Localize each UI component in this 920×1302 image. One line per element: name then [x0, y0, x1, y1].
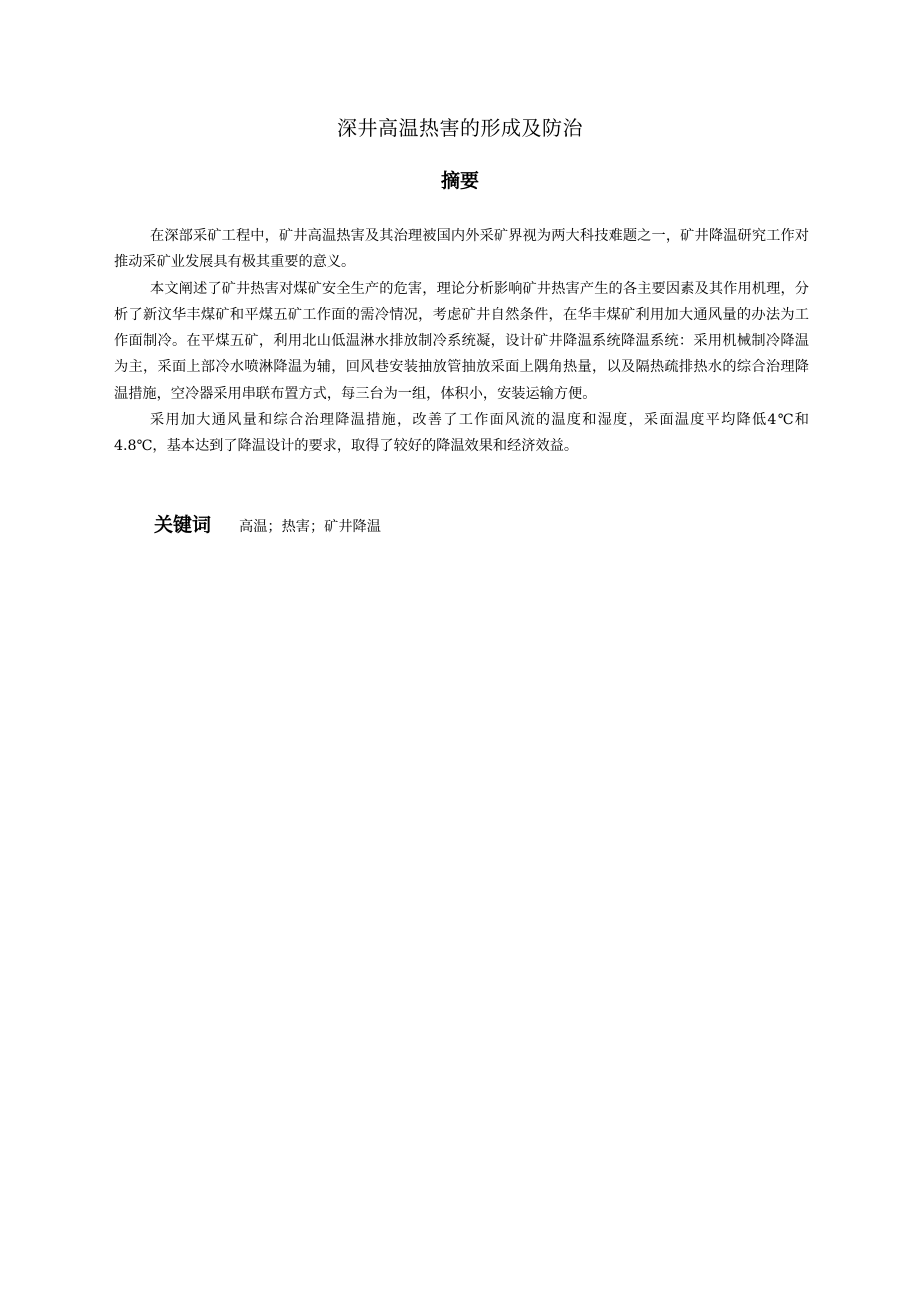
- document-title: 深井高温热害的形成及防治: [337, 116, 583, 140]
- abstract-paragraph: 采用加大通风量和综合治理降温措施，改善了工作面风流的温度和湿度，采面温度平均降低4℃和4.8℃，基本达到了降温设计的要求，取得了较好的降温效果和经济效益。: [114, 412, 809, 455]
- abstract-heading: 摘要: [440, 170, 479, 192]
- abstract-paragraph: 本文阐述了矿井热害对煤矿安全生产的危害，理论分析影响矿井热害产生的各主要因素及其作用机理，分析了新汶华丰煤矿和平煤五矿工作面的需冷情况，考虑矿井自然条件，在华丰煤矿利用加大通风量的办法为工作面制冷。在平煤五矿，利用北山低温淋水排放制冷系统凝，设计矿井降温系统降温系统：采用机械制冷降温为主，采面上部冷水喷淋降温为辅，回风巷安装抽放管抽放采面上隅角热量，以及隔热疏排热水的综合治理降温措施，空冷器采用串联布置方式，每三台为一组，体积小，安装运输方便。: [114, 280, 809, 402]
- keywords-label: 关键词: [154, 514, 212, 536]
- abstract-body: [114, 223, 809, 460]
- abstract-paragraph: 在深部采矿工程中，矿井高温热害及其治理被国内外采矿界视为两大科技难题之一，矿井降温研究工作对推动采矿业发展具有极其重要的意义。: [114, 228, 809, 271]
- keywords-values: 高温；热害；矿井降温: [239, 519, 381, 535]
- keywords-row: [154, 512, 754, 538]
